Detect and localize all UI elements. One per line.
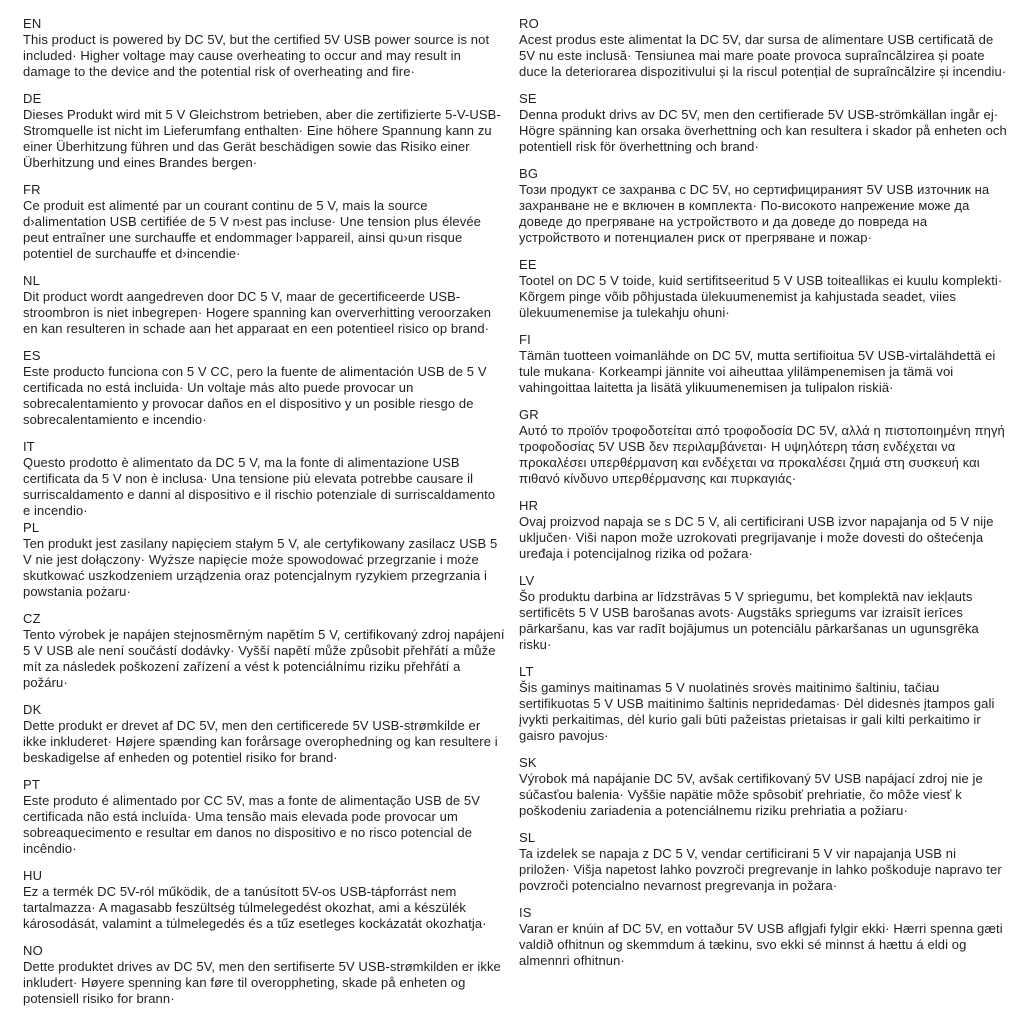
language-code-hr: HR <box>519 498 539 513</box>
warning-text-gr: Αυτό το προϊόν τροφοδοτείται από τροφοδοσία DC 5V, αλλά η πιστοποιημένη πηγή τροφοδοσίας 5V USB δεν περιλαμβάνεται· Η υψηλότερη τάση ενδέχεται να προκαλέσει υπερθέρμανση και ενδέχεται να προκαλέσει ζημιά στη συσκευή και πιθανό κίνδυνο υπερθέρμανσης και πυρκαγιάς· <box>519 423 1005 486</box>
language-code-pt: PT <box>23 777 41 792</box>
language-code-pl: PL <box>23 520 40 535</box>
section-pt <box>23 777 505 857</box>
section-gr <box>519 407 1009 487</box>
section-en <box>23 16 505 80</box>
warning-text-nl: Dit product wordt aangedreven door DC 5 V, maar de gecertificeerde USB-stroombron is niet inbegrepen· Hogere spanning kan oververhitting veroorzaken en kan resulteren in schade aan het apparaat en een potentieel risico op brand· <box>23 289 492 336</box>
section-hu <box>23 868 505 932</box>
warning-text-sl: Ta izdelek se napaja z DC 5 V, vendar certificirani 5 V vir napajanja USB ni priložen· Višja napetost lahko povzroči pregrevanje in lahko poškoduje napravo ter povzroči potencialno nevarnost pregrevanja in požara· <box>519 846 1002 893</box>
warning-text-de: Dieses Produkt wird mit 5 V Gleichstrom betrieben, aber die zertifizierte 5-V-USB-Stromquelle ist nicht im Lieferumfang enthalten· Eine höhere Spannung kann zu einer Überhitzung führen und das Gerät beschädigen sowie das Risiko einer Überhitzung und eines Brandes bergen· <box>23 107 501 170</box>
warning-text-it: Questo prodotto è alimentato da DC 5 V, ma la fonte di alimentazione USB certificata da 5 V non è inclusa· Una tensione più elevata potrebbe causare il surriscaldamento e danni al dispositivo e il rischio potenziale di surriscaldamento e incendio· <box>23 455 496 518</box>
section-hr <box>519 498 1009 562</box>
warning-text-fi: Tämän tuotteen voimanlähde on DC 5V, mutta sertifioitua 5V USB-virtalähdettä ei tule mukana· Korkeampi jännite voi aiheuttaa ylilämpenemisen ja tämä voi vahingoittaa laitetta ja lisätä ylikuumenemisen ja tulipalon riskiä· <box>519 348 996 395</box>
section-pl <box>23 520 505 600</box>
warning-text-dk: Dette produkt er drevet af DC 5V, men den certificerede 5V USB-strømkilde er ikke inkluderet· Højere spænding kan forårsage overophedning og kan resultere i beskadigelse af enheden og potentiel risiko for brand· <box>23 718 498 765</box>
warning-text-bg: Този продукт се захранва с DC 5V, но сертифицираният 5V USB източник на захранване не е включен в комплекта· По-високото напрежение може да доведе до прегряване на устройството и да доведе до повреда на устройството и потенциален риск от прегряване и пожар· <box>519 182 990 245</box>
warning-text-is: Varan er knúin af DC 5V, en vottaður 5V USB aflgjafi fylgir ekki· Hærri spenna gæti valdið ofhitnun og skemmdum á tækinu, svo ekki sé minnst á hættu á eldi og almennri ofhitnun· <box>519 921 1003 968</box>
warning-text-cz: Tento výrobek je napájen stejnosměrným napětím 5 V, certifikovaný zdroj napájení 5 V USB ale není součástí dodávky· Vyšší napětí může způsobit přehřátí a může mít za následek poškození zařízení a vést k potenciálnímu riziku přehřátí a požáru· <box>23 627 505 690</box>
warning-text-lv: Šo produktu darbina ar līdzstrāvas 5 V spriegumu, bet komplektā nav iekļauts sertificēts 5 V USB barošanas avots· Augstāks spriegums var izraisīt ierīces pārkaršanu, kas var radīt bojājumus un potenciālu pārkaršanas un ugunsgrēka risku· <box>519 589 979 652</box>
section-de <box>23 91 505 171</box>
language-code-lv: LV <box>519 573 535 588</box>
warning-text-ee: Tootel on DC 5 V toide, kuid sertifitseeritud 5 V USB toiteallikas ei kuulu komplekti· Kõrgem pinge võib põhjustada ülekuumenemist ja kahjustada seadet, viies ülekuumenemise ja tulekahju ohuni· <box>519 273 1003 320</box>
language-code-gr: GR <box>519 407 539 422</box>
section-ro <box>519 16 1009 80</box>
warning-text-es: Este producto funciona con 5 V CC, pero la fuente de alimentación USB de 5 V certificada no está incluida· Un voltaje más alto puede provocar un sobrecalentamiento y provocar daños en el dispositivo y un posible riesgo de sobrecalentamiento e incendio· <box>23 364 487 427</box>
language-code-ro: RO <box>519 16 539 31</box>
language-code-ee: EE <box>519 257 537 272</box>
section-sk <box>519 755 1009 819</box>
left-column <box>23 16 505 1024</box>
language-code-se: SE <box>519 91 537 106</box>
section-dk <box>23 702 505 766</box>
warning-text-hr: Ovaj proizvod napaja se s DC 5 V, ali certificirani USB izvor napajanja od 5 V nije uključen· Viši napon može uzrokovati pregrijavanje i može dovesti do oštećenja uređaja i potencijalnog rizika od požara· <box>519 514 994 561</box>
language-code-bg: BG <box>519 166 539 181</box>
section-sl <box>519 830 1009 894</box>
warning-text-no: Dette produktet drives av DC 5V, men den sertifiserte 5V USB-strømkilden er ikke inkludert· Høyere spenning kan føre til overoppheting, skade på enheten og potensiell risiko for brann· <box>23 959 501 1006</box>
warning-text-en: This product is powered by DC 5V, but the certified 5V USB power source is not included· Higher voltage may cause overheating to occur and may result in damage to the device and the potential risk of overheating and fire· <box>23 32 490 79</box>
language-code-is: IS <box>519 905 532 920</box>
language-code-de: DE <box>23 91 42 106</box>
section-cz <box>23 611 505 691</box>
language-code-sl: SL <box>519 830 536 845</box>
warning-text-pt: Este produto é alimentado por CC 5V, mas a fonte de alimentação USB de 5V certificada não está incluída· Uma tensão mais elevada pode provocar um sobreaquecimento e resultar em danos no dispositivo e no risco potencial de incêndio· <box>23 793 481 856</box>
language-code-en: EN <box>23 16 42 31</box>
language-code-dk: DK <box>23 702 42 717</box>
language-code-no: NO <box>23 943 43 958</box>
language-code-es: ES <box>23 348 41 363</box>
section-nl <box>23 273 505 337</box>
right-column <box>519 16 1009 1024</box>
section-lv <box>519 573 1009 653</box>
section-no <box>23 943 505 1007</box>
language-code-fi: FI <box>519 332 531 347</box>
section-es <box>23 348 505 428</box>
warning-text-fr: Ce produit est alimenté par un courant continu de 5 V, mais la source d›alimentation USB certifiée de 5 V n›est pas incluse· Une tension plus élevée peut entraîner une surchauffe et endommager l›appareil, ainsi qu›un risque potentiel de surchauffe et d›incendie· <box>23 198 481 261</box>
language-code-sk: SK <box>519 755 537 770</box>
section-se <box>519 91 1009 155</box>
warning-text-se: Denna produkt drivs av DC 5V, men den certifierade 5V USB-strömkällan ingår ej· Högre spänning kan orsaka överhettning och kan resultera i skador på enheten och potentiell risk för överhettning och brand· <box>519 107 1007 154</box>
section-ee <box>519 257 1009 321</box>
section-it <box>23 439 505 519</box>
language-code-fr: FR <box>23 182 41 197</box>
language-code-it: IT <box>23 439 35 454</box>
section-fi <box>519 332 1009 396</box>
section-is <box>519 905 1009 969</box>
language-code-cz: CZ <box>23 611 41 626</box>
warning-text-lt: Šis gaminys maitinamas 5 V nuolatinės srovės maitinimo šaltiniu, tačiau sertifikuotas 5 V USB maitinimo šaltinis nepridedamas· Dėl didesnės įtampos gali įvykti perkaitimas, dėl kurio gali būti pažeistas prietaisas ir gali kilti perkaitimo ir gaisro pavojus· <box>519 680 995 743</box>
section-fr <box>23 182 505 262</box>
section-lt <box>519 664 1009 744</box>
warning-text-sk: Výrobok má napájanie DC 5V, avšak certifikovaný 5V USB napájací zdroj nie je súčasťou balenia· Vyššie napätie môže spôsobiť prehriatie, čo môže viesť k poškodeniu zariadenia a potenciálnemu riziku prehriatia a požiaru· <box>519 771 983 818</box>
language-code-lt: LT <box>519 664 534 679</box>
language-code-hu: HU <box>23 868 43 883</box>
warning-text-ro: Acest produs este alimentat la DC 5V, dar sursa de alimentare USB certificată de 5V nu este inclusă· Tensiunea mai mare poate provoca supraîncălzirea și poate duce la deteriorarea dispozitivului și la riscul potențial de supraîncălzire și incendiu· <box>519 32 1007 79</box>
warning-text-pl: Ten produkt jest zasilany napięciem stałym 5 V, ale certyfikowany zasilacz USB 5 V nie jest dołączony· Wyższe napięcie może spowodować przegrzanie i może skutkować uszkodzeniem urządzenia oraz potencjalnym ryzykiem przegrzania i powstania pożaru· <box>23 536 498 599</box>
section-bg <box>519 166 1009 246</box>
warning-text-hu: Ez a termék DC 5V-ról működik, de a tanúsított 5V-os USB-tápforrást nem tartalmazza· A magasabb feszültség túlmelegedést okozhat, ami a készülék károsodását, valamint a túlmelegedés és a tűz esetleges kockázatát okozhatja· <box>23 884 487 931</box>
language-code-nl: NL <box>23 273 41 288</box>
